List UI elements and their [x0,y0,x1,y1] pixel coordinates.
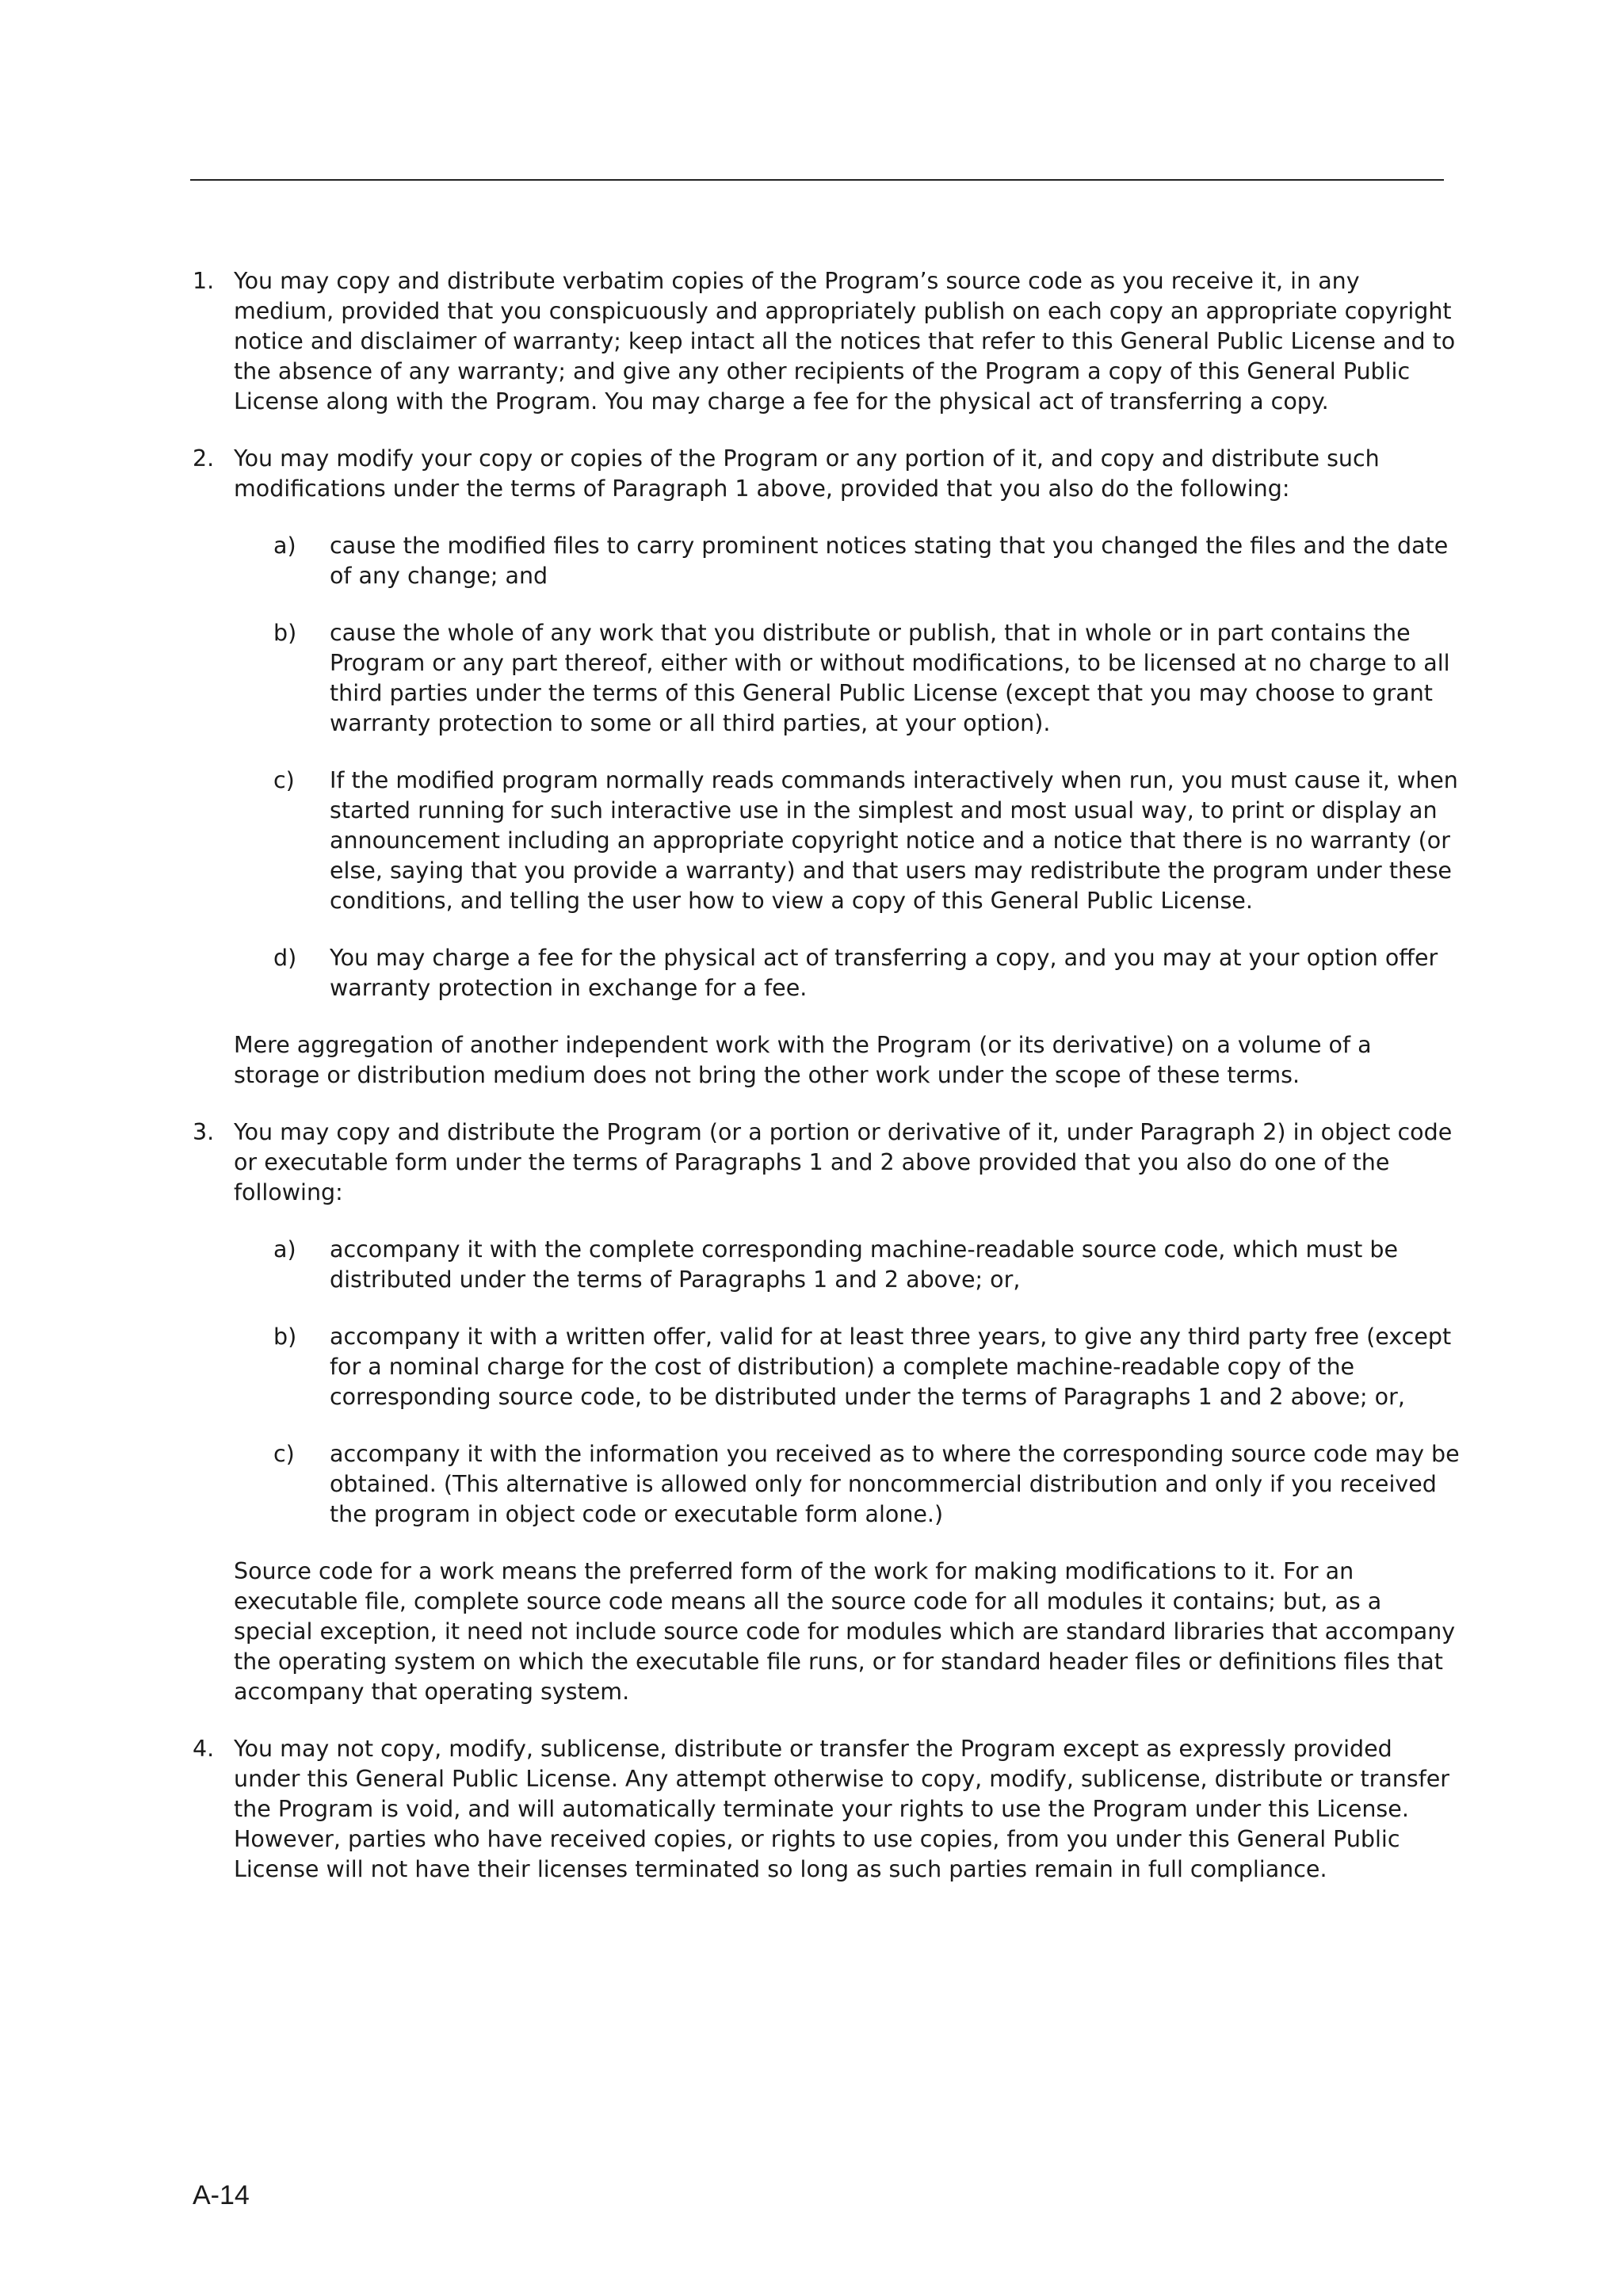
section-text: You may not copy, modify, sublicense, distribute or transfer the Program except as expressly provided under this General Public License. Any attempt otherwise to copy, modify, sublicense, distribute or transfer the Program is void, and will automatically terminate your rights to use the Program under this License. However, parties who have received copies, or rights to use copies, from you under this General Public License will not have their licenses terminated so long as such parties remain in full compliance. [234,1736,1449,1882]
sub-item-text: cause the whole of any work that you distribute or publish, that in whole or in part contains the Program or any part thereof, either with or without modifications, to be licensed at no charge to all third parties under the terms of this General Public License (except that you may choose to grant warranty protection to some or all third parties, at your option). [330,620,1450,736]
page-number: A-14 [193,2180,250,2210]
section-text: You may modify your copy or copies of the Program or any portion of it, and copy and distribute such modifications under the terms of Paragraph 1 above, provided that you also do the following: [234,445,1380,502]
section-number: 2. [193,445,215,472]
sub-item [234,1439,1461,1530]
header-rule [190,179,1444,181]
sub-item-text: accompany it with the complete corresponding machine-readable source code, which must be distributed under the terms of Paragraphs 1 and 2 above; or, [330,1236,1399,1293]
section-followup-text: Mere aggregation of another independent work with the Program (or its derivative) on a volume of a storage or distribution medium does not bring the other work under the scope of these terms. [234,1032,1372,1088]
section-2 [193,444,1461,1091]
sub-item-text: cause the modified files to carry prominent notices stating that you changed the files and the date of any change; and [330,533,1449,589]
sub-item [234,1235,1461,1295]
sub-item-letter: d) [273,945,297,971]
sub-item [234,531,1461,591]
sub-list [234,531,1461,1003]
section-1 [193,266,1461,417]
sub-item [234,943,1461,1003]
section-3 [193,1117,1461,1707]
section-number: 3. [193,1119,215,1145]
sub-item-letter: a) [273,1236,296,1263]
sub-item-text: accompany it with a written offer, valid for at least three years, to give any third party free (except for a nominal charge for the cost of distribution) a complete machine-readable copy of the corresponding source code, to be distributed under the terms of Paragraphs 1 and 2 above; or, [330,1324,1452,1410]
sub-item-letter: c) [273,767,295,793]
sub-item [234,1322,1461,1412]
sub-item [234,618,1461,739]
section-text: You may copy and distribute the Program (or a portion or derivative of it, under Paragraph 2) in object code or executable form under the terms of Paragraphs 1 and 2 above provided that you also do one of the following: [234,1119,1453,1205]
section-4 [193,1734,1461,1885]
sub-item-letter: b) [273,1324,297,1350]
sub-item-letter: b) [273,620,297,646]
section-text: You may copy and distribute verbatim copies of the Program’s source code as you receive it, in any medium, provided that you conspicuously and appropriately publish on each copy an appropriate copyright notice and disclaimer of warranty; keep intact all the notices that refer to this General Public License and to the absence of any warranty; and give any other recipients of the Program a copy of this General Public License along with the Program. You may charge a fee for the physical act of transferring a copy. [234,268,1456,415]
section-number: 1. [193,268,215,294]
sub-item-text: You may charge a fee for the physical act of transferring a copy, and you may at your option offer warranty protection in exchange for a fee. [330,945,1438,1001]
sub-item-text: If the modified program normally reads commands interactively when run, you must cause it, when started running for such interactive use in the simplest and most usual way, to print or display an announcement including an appropriate copyright notice and a notice that there is no warranty (or else, saying that you provide a warranty) and that users may redistribute the program under these conditions, and telling the user how to view a copy of this General Public License. [330,767,1458,914]
license-body [193,266,1461,1912]
sub-list [234,1235,1461,1530]
sub-item-letter: c) [273,1441,295,1467]
sub-item [234,766,1461,916]
section-number: 4. [193,1736,215,1762]
sub-item-text: accompany it with the information you received as to where the corresponding source code may be obtained. (This alternative is allowed only for noncommercial distribution and only if you received the program in object code or executable form alone.) [330,1441,1460,1527]
sub-item-letter: a) [273,533,296,559]
section-followup-text: Source code for a work means the preferred form of the work for making modifications to it. For an executable file, complete source code means all the source code for all modules it contains; but, as a special exception, it need not include source code for modules which are standard libraries that accompany the operating system on which the executable file runs, or for standard header files or definitions files that accompany that operating system. [234,1558,1456,1705]
